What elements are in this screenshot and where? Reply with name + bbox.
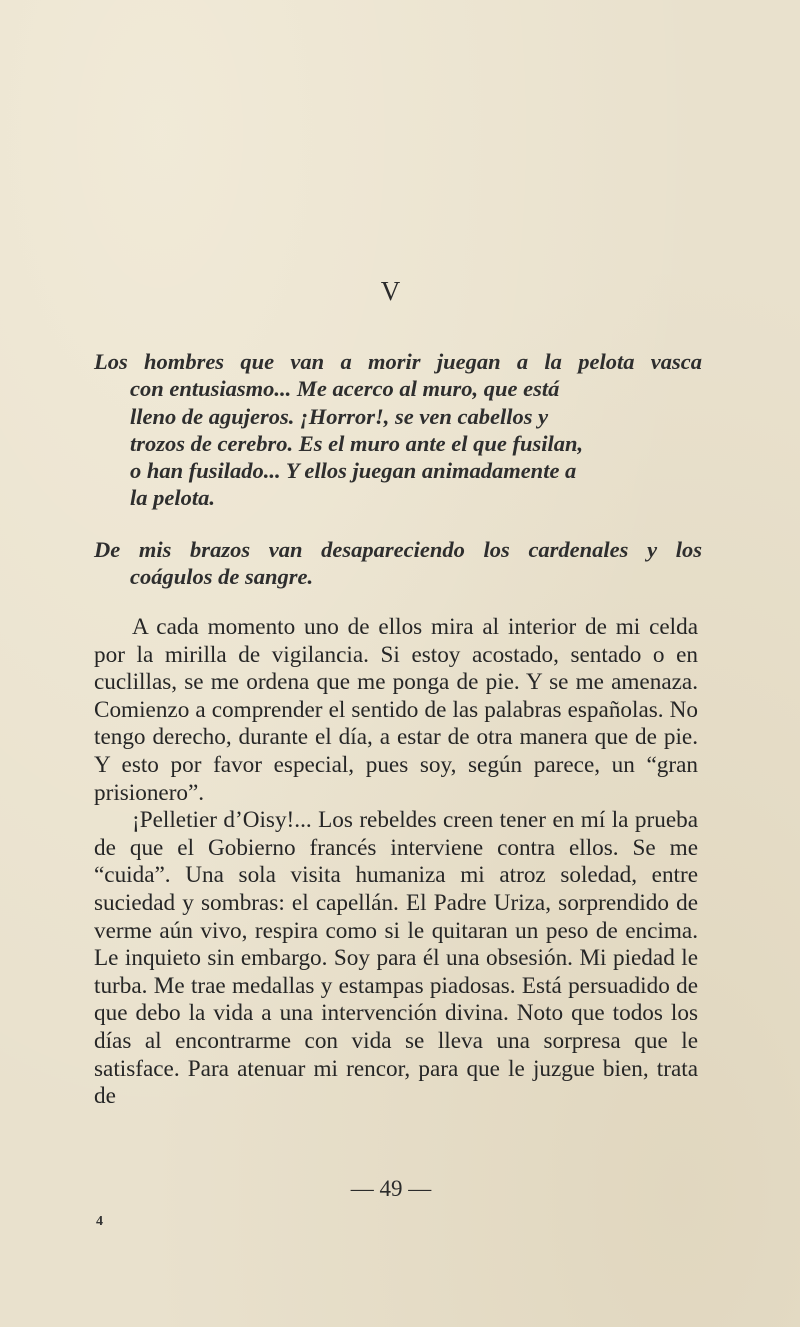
- paragraph: A cada momento uno de ellos mira al interior de mi celda por la mirilla de vigilancia. Si estoy acostado, sentado o en cuclillas, se me ordena que me ponga de pie. Y se me amenaza. Comienzo a comprender el sentido de las palabras españolas. No tengo derecho, durante el día, a estar de otra manera que de pie. Y esto por favor especial, pues soy, según parece, un “gran prisionero”.: [94, 614, 698, 806]
- paragraph: ¡Pelletier d’Oisy!... Los rebeldes creen tener en mí la prueba de que el Gobierno francés interviene contra ellos. Se me “cuida”. Una sola visita humaniza mi atroz soledad, entre suciedad y sombras: el capellán. El Padre Uriza, sorprendido de verme aún vivo, respira como si le quitaran un peso de encima. Le inquieto sin embargo. Soy para él una obsesión. Mi piedad le turba. Me trae medallas y estampas piadosas. Está persuadido de que debo la vida a una intervención divina. Noto que todos los días al encontrarme con vida se lleva una sorpresa que le satisface. Para atenuar mi rencor, para que le juzgue bien, trata de: [94, 807, 698, 1110]
- summary-line: trozos de cerebro. Es el muro ante el que fusilan,: [130, 430, 584, 456]
- summary-line: la pelota.: [130, 485, 215, 511]
- summary-line: coágulos de sangre.: [130, 564, 314, 590]
- chapter-number: V: [380, 276, 402, 306]
- summary-line: De mis brazos van desapareciendo los cardenales y los: [94, 537, 702, 562]
- chapter-summary-1: [94, 348, 702, 512]
- summary-line: Los hombres que van a morir juegan a la pelota vasca: [94, 349, 702, 374]
- page-number: — 49 —: [350, 1176, 432, 1201]
- summary-line: o han fusilado... Y ellos juegan animadamente a: [130, 458, 577, 484]
- summary-line: lleno de agujeros. ¡Horror!, se ven cabellos y: [130, 403, 549, 429]
- chapter-summary-2: [94, 536, 702, 591]
- signature-mark: 4: [96, 1214, 103, 1229]
- summary-line: con entusiasmo... Me acerco al muro, que está: [130, 376, 560, 402]
- body-text: [94, 614, 698, 1111]
